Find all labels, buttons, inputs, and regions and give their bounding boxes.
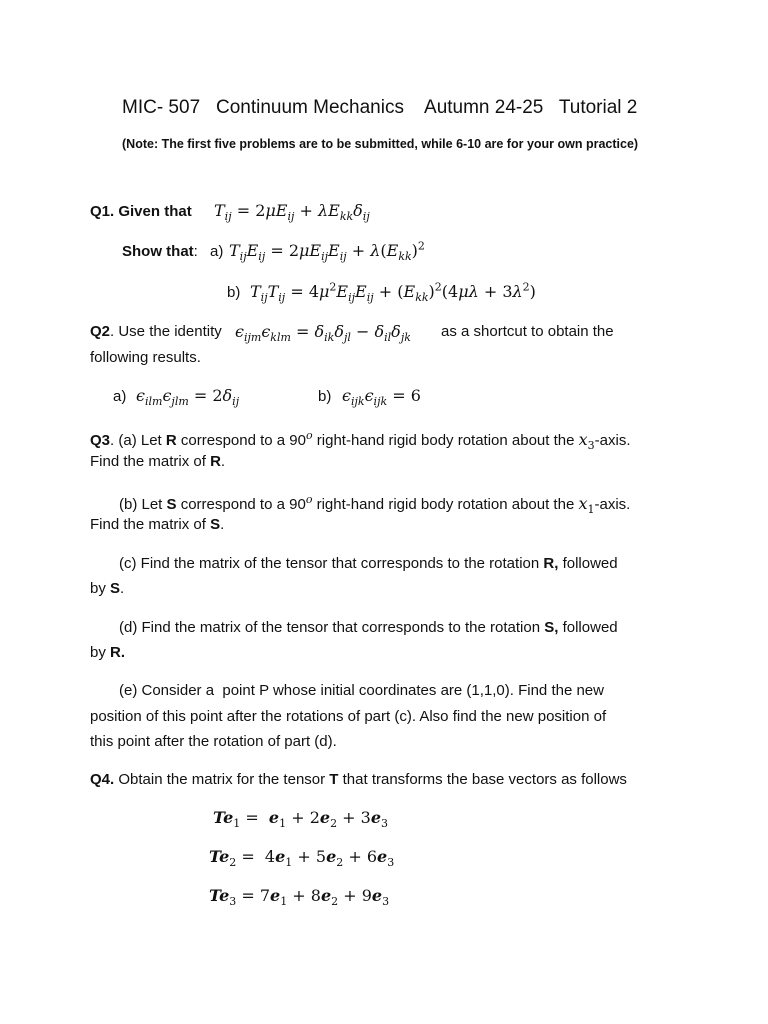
q2-part-b-label: b) [318,388,332,405]
q4-number: Q4. [90,771,115,788]
q1-show-label: Show that: [122,243,198,260]
q4-equation-3: $Te_3 = 7e_1 + 8e_2 + 9e_3$ [209,886,390,909]
q3-e-line1: (e) Consider a point P whose initial coordinates are (1,1,0). Find the new [119,682,604,699]
q3-b-line2: Find the matrix of S. [90,516,225,533]
q3-b-line1: (b) Let S correspond to a 90$^o$ right-hand rigid body rotation about the $x_1$-axis. [119,493,631,516]
q2-part-a-label: a) [113,388,127,405]
q2-number: Q2 [90,323,111,340]
q1-given-equation: $T_{ij} = 2\mu E_{ij} + \lambda E_{kk}\delta_{ij}$ [214,201,370,224]
q2-part-a-equation: $\epsilon_{ilm}\epsilon_{jlm} = 2\delta_{ij}$ [136,386,240,409]
q4-line: Q4. Obtain the matrix for the tensor T that transforms the base vectors as follows [90,771,627,788]
q3-c-line2: by S. [90,580,125,597]
q1-given-label: . Given that [110,203,192,220]
q1-part-a-equation: $T_{ij}E_{ij} = 2\mu E_{ij}E_{ij} + \lambda(E_{kk})^2$ [229,239,425,264]
q3-d-line1: (d) Find the matrix of the tensor that corresponds to the rotation S, followed [119,619,618,636]
q3-c-line1: (c) Find the matrix of the tensor that corresponds to the rotation R, followed [119,555,618,572]
q1-part-a-label: a) [210,243,224,260]
q2-line1: Q2. Use the identity [90,323,222,340]
q1-part-b-label: b) [227,284,241,301]
q3-number: Q3 [90,432,111,449]
q4-equation-1: $Te_1 = e_1 + 2e_2 + 3e_3$ [213,808,389,831]
q3-e-line2: position of this point after the rotations of part (c). Also find the new position of [90,708,607,725]
q2-line2: following results. [90,349,201,366]
q2-part-b-equation: $\epsilon_{ijk}\epsilon_{ijk} = 6$ [342,386,421,409]
q2-identity: $\epsilon_{ijm}\epsilon_{klm} = \delta_{ik}\delta_{jl} - \delta_{il}\delta_{jk}$ [235,322,411,345]
q1-given-line [90,202,192,222]
submission-note: (Note: The first five problems are to be submitted, while 6-10 are for your own practice) [122,137,639,151]
q1-part-b-equation: $T_{ij}T_{ij} = 4\mu^2E_{ij}E_{ij} + (E_{kk})^2(4\mu\lambda + 3\lambda^2)$ [250,280,536,305]
q3-d-line2: by R. [90,644,126,661]
q3-a-line1: Q3. (a) Let R correspond to a 90$^o$ right-hand rigid body rotation about the $x_3$-axis. [90,429,631,452]
q3-e-line3: this point after the rotation of part (d). [90,733,337,750]
page-title: MIC- 507 Continuum Mechanics Autumn 24-25 Tutorial 2 [122,97,638,118]
q2-line1-end: as a shortcut to obtain the [441,323,614,340]
q4-equation-2: $Te_2 = 4e_1 + 5e_2 + 6e_3$ [209,847,395,870]
q3-a-line2: Find the matrix of R. [90,453,226,470]
q1-number: Q1 [90,203,111,220]
